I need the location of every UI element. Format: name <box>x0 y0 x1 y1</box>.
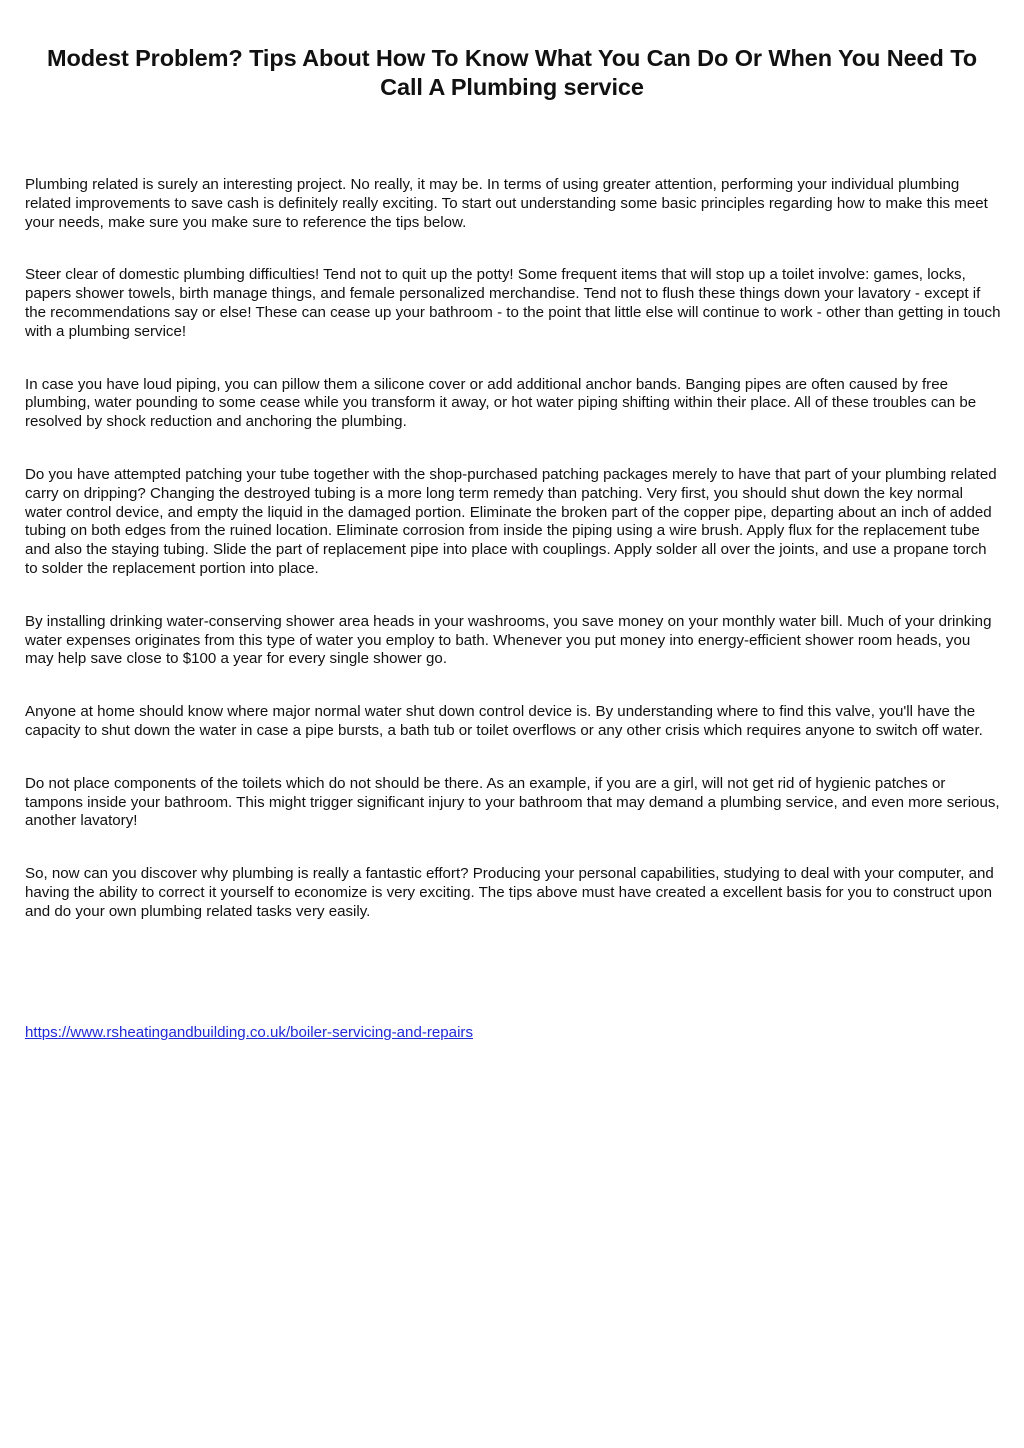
paragraph-toilet-clogs: Steer clear of domestic plumbing difficulties! Tend not to quit up the potty! Some frequent items that will stop up a toilet involve: games, locks, papers shower towels, birth manage things, and female personalized merchandise. Tend not to flush these things down your lavatory - except if the recommendations say or else! These can cease up your bathroom - to the point that little else will continue to work - other than getting in touch with a plumbing service! <box>25 266 1001 340</box>
document-body <box>25 176 1001 956</box>
paragraph-loud-pipes: In case you have loud piping, you can pillow them a silicone cover or add additional anchor bands. Banging pipes are often caused by free plumbing, water pounding to some cease while you transform it away, or hot water piping shifting within their place. All of these troubles can be resolved by shock reduction and anchoring the plumbing. <box>25 375 977 431</box>
source-link[interactable]: https://www.rsheatingandbuilding.co.uk/boiler-servicing-and-repairs <box>25 1024 474 1041</box>
document-title: Modest Problem? Tips About How To Know What You Can Do Or When You Need To Call A Plumbing service <box>47 45 977 100</box>
paragraph-shutoff-valve: Anyone at home should know where major normal water shut down control device is. By understanding where to find this valve, you'll have the capacity to shut down the water in case a pipe bursts, a bath tub or toilet overflows or any other crisis which requires anyone to switch off water. <box>25 703 983 739</box>
paragraph-pipe-replacement: Do you have attempted patching your tube together with the shop-purchased patching packages merely to have that part of your plumbing related carry on dripping? Changing the destroyed tubing is a more long term remedy than patching. Very first, you should shut down the key normal water control device, and empty the liquid in the damaged portion. Eliminate the broken part of the copper pipe, departing about an inch of added tubing on both edges from the ruined location. Eliminate corrosion from inside the piping using a wire brush. Apply flux for the replacement tube and also the staying tubing. Slide the part of replacement pipe into place with couplings. Apply solder all over the joints, and use a propane torch to solder the replacement portion into place. <box>25 465 997 577</box>
paragraph-toilet-items: Do not place components of the toilets which do not should be there. As an example, if you are a girl, will not get rid of hygienic patches or tampons inside your bathroom. This might trigger significant injury to your bathroom that may demand a plumbing service, and even more serious, another lavatory! <box>25 774 1000 830</box>
paragraph-intro: Plumbing related is surely an interesting project. No really, it may be. In terms of using greater attention, performing your individual plumbing related improvements to save cash is definitely really exciting. To start out understanding some basic principles regarding how to make this meet your needs, make sure you make sure to reference the tips below. <box>25 176 988 231</box>
paragraph-shower-heads: By installing drinking water-conserving shower area heads in your washrooms, you save money on your monthly water bill. Much of your drinking water expenses originates from this type of water you employ to bath. Whenever you put money into energy-efficient shower room heads, you may help save close to $100 a year for every single shower go. <box>25 612 992 668</box>
paragraph-conclusion: So, now can you discover why plumbing is really a fantastic effort? Producing your personal capabilities, studying to deal with your computer, and having the ability to correct it yourself to economize is very exciting. The tips above must have created a excellent basis for you to construct upon and do your own plumbing related tasks very easily. <box>25 865 994 920</box>
